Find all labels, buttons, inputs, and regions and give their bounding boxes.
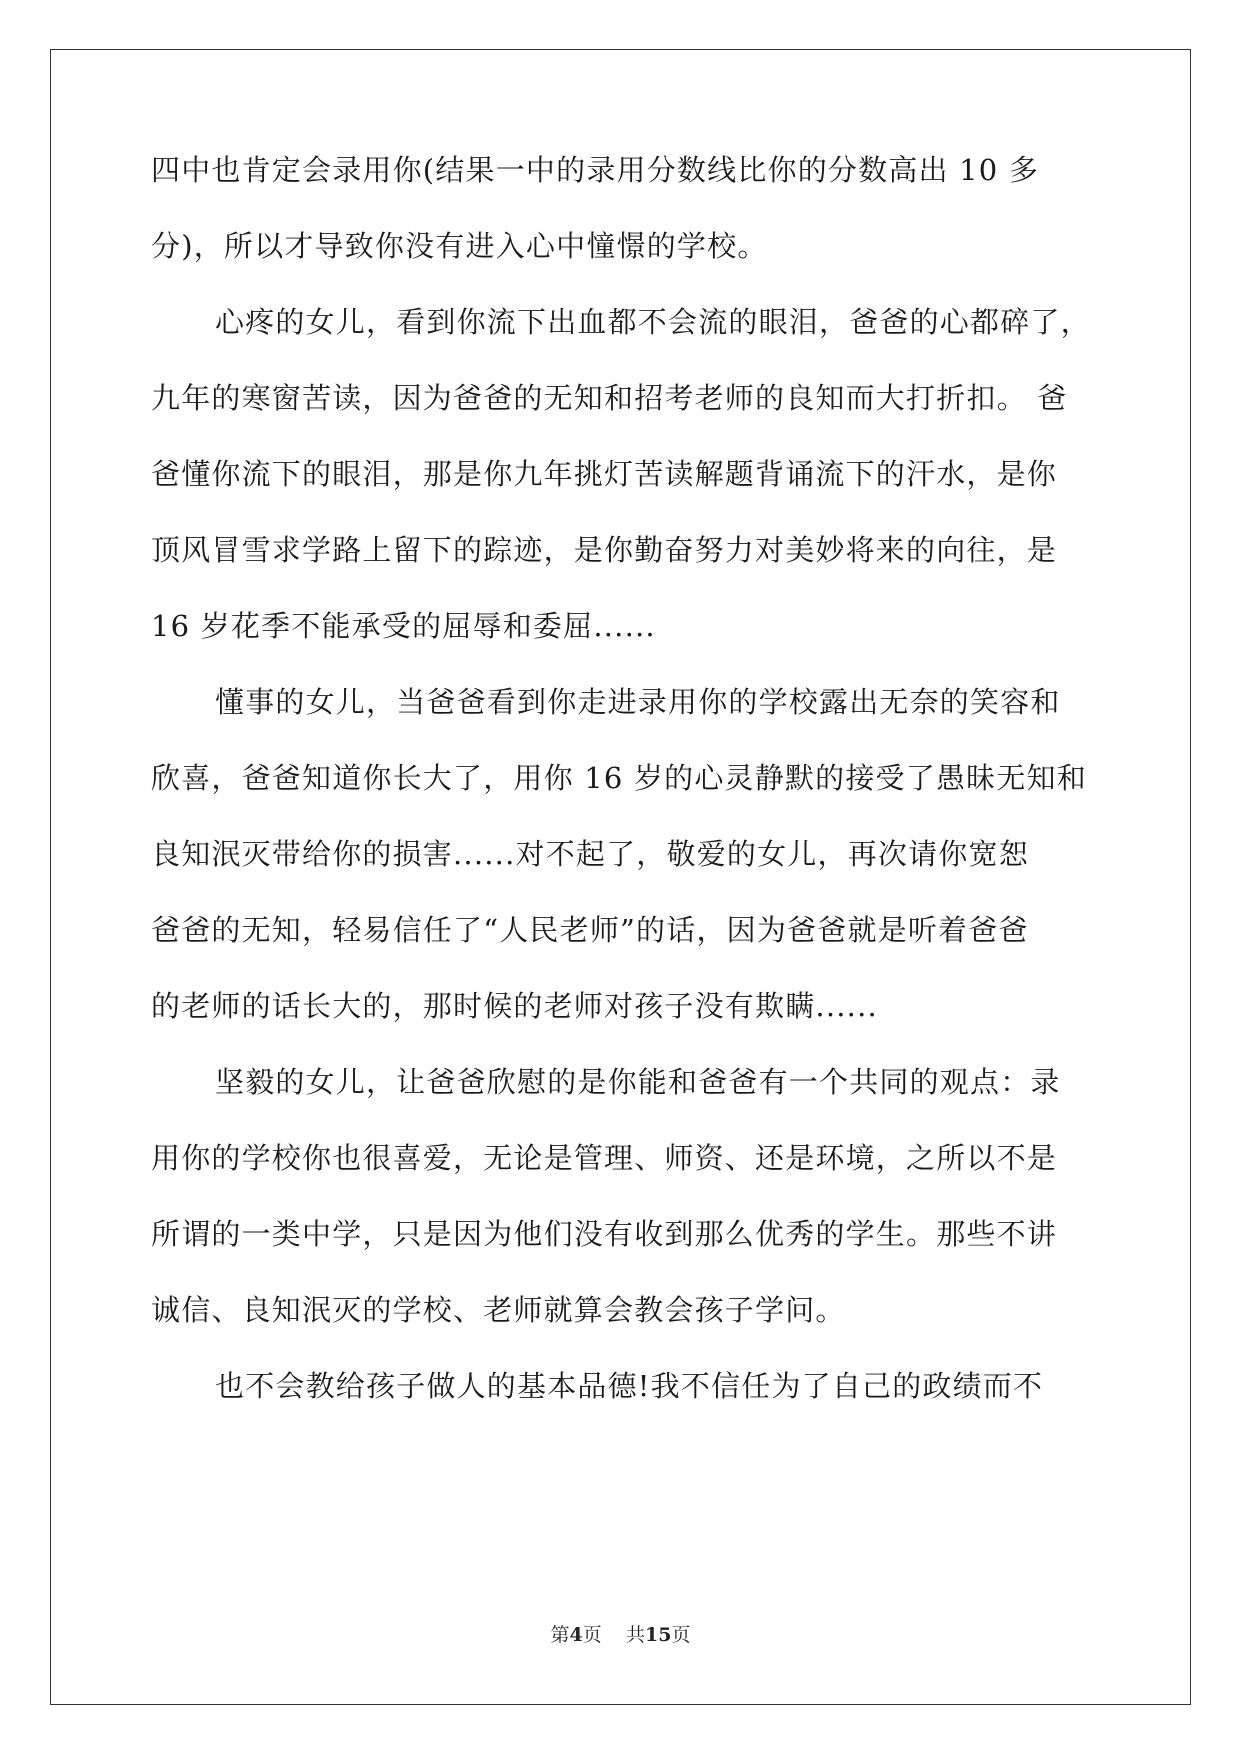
footer-total-suffix: 页 bbox=[671, 1624, 691, 1646]
paragraph-start: 坚毅的女儿，让爸爸欣慰的是你能和爸爸有一个共同的观点：录 bbox=[215, 1065, 1061, 1099]
text-line: 爸爸的无知，轻易信任了“人民老师”的话，因为爸爸就是听着爸爸 bbox=[151, 913, 1029, 947]
text-line: 九年的寒窗苦读，因为爸爸的无知和招考老师的良知而大打折扣。 爸 bbox=[151, 381, 1068, 415]
text-line: 诚信、良知泯灭的学校、老师就算会教会孩子学问。 bbox=[151, 1293, 846, 1327]
text-line: 16 岁花季不能承受的屈辱和委屈...... bbox=[151, 609, 656, 643]
footer-page-suffix: 页 bbox=[582, 1624, 602, 1646]
text-line: 分)，所以才导致你没有进入心中憧憬的学校。 bbox=[151, 229, 768, 263]
text-line: 爸懂你流下的眼泪，那是你九年挑灯苦读解题背诵流下的汗水，是你 bbox=[151, 457, 1058, 491]
paragraph-start: 也不会教给孩子做人的基本品德!我不信任为了自己的政绩而不 bbox=[215, 1369, 1044, 1403]
text-line: 的老师的话长大的，那时候的老师对孩子没有欺瞒...... bbox=[151, 989, 878, 1023]
page-number-footer bbox=[0, 1620, 1241, 1647]
paragraph-start: 懂事的女儿，当爸爸看到你走进录用你的学校露出无奈的笑容和 bbox=[215, 685, 1061, 719]
total-page-count: 15 bbox=[644, 1624, 672, 1646]
page-border bbox=[50, 49, 1191, 1705]
text-line: 用你的学校你也很喜爱，无论是管理、师资、还是环境，之所以不是 bbox=[151, 1141, 1058, 1175]
footer-total-prefix: 共 bbox=[625, 1624, 645, 1646]
footer-prefix: 第 bbox=[550, 1624, 570, 1646]
text-line: 四中也肯定会录用你(结果一中的录用分数线比你的分数高出 10 多 bbox=[151, 153, 1040, 187]
text-line: 顶风冒雪求学路上留下的踪迹，是你勤奋努力对美妙将来的向往，是 bbox=[151, 533, 1058, 567]
current-page-number: 4 bbox=[569, 1624, 583, 1646]
text-line: 所谓的一类中学，只是因为他们没有收到那么优秀的学生。那些不讲 bbox=[151, 1217, 1058, 1251]
text-line: 欣喜，爸爸知道你长大了，用你 16 岁的心灵静默的接受了愚昧无知和 bbox=[151, 761, 1087, 795]
paragraph-start: 心疼的女儿，看到你流下出血都不会流的眼泪，爸爸的心都碎了， bbox=[215, 305, 1091, 339]
text-line: 良知泯灭带给你的损害......对不起了，敬爱的女儿，再次请你宽恕 bbox=[151, 837, 1029, 871]
